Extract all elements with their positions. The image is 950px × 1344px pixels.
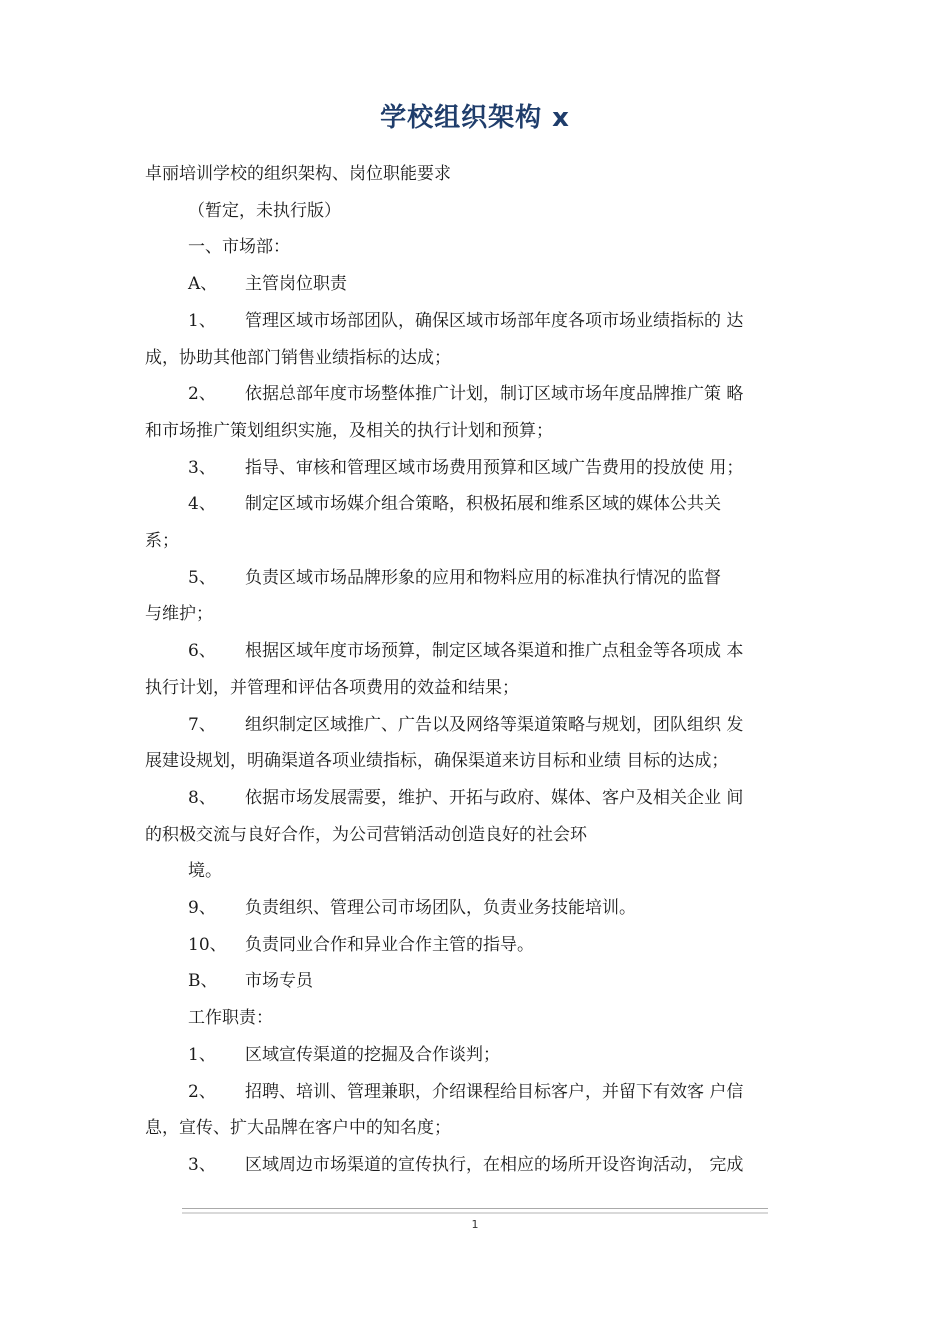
list-item: 3、 区域周边市场渠道的宣传执行，在相应的场所开设咨询活动， 完成 (188, 1154, 744, 1175)
list-item: 3、 指导、审核和管理区域市场费用预算和区域广告费用的投放使 用； (188, 457, 744, 478)
body-line: 工作职责： (188, 1008, 273, 1029)
page-number: 1 (471, 1218, 479, 1231)
document-title: 学校组织架构 x (380, 103, 570, 133)
list-item-continuation: 的积极交流与良好合作，为公司营销活动创造良好的社会环 (145, 824, 587, 845)
list-item: 6、 根据区域年度市场预算，制定区域各渠道和推广点租金等各项成 本 (188, 641, 744, 662)
list-item: 2、 依据总部年度市场整体推广计划，制订区域市场年度品牌推广策 略 (188, 384, 744, 405)
list-item: 2、 招聘、培训、管理兼职，介绍课程给目标客户，并留下有效客 户信 (188, 1081, 744, 1102)
body-line: 卓丽培训学校的组织架构、岗位职能要求 (145, 164, 451, 184)
list-item: 9、 负责组织、管理公司市场团队，负责业务技能培训。 (188, 898, 636, 919)
list-item: 1、 区域宣传渠道的挖掘及合作谈判； (188, 1044, 500, 1065)
subsection-heading: A、 主管岗位职责 (188, 274, 347, 295)
list-item: 8、 依据市场发展需要，维护、开拓与政府、媒体、客户及相关企业 间 (188, 787, 744, 808)
document-body (145, 156, 810, 1184)
list-item-continuation: 执行计划，并管理和评估各项费用的效益和结果； (145, 677, 519, 698)
list-item-continuation: 和市场推广策划组织实施，及相关的执行计划和预算； (145, 420, 553, 441)
list-item: 4、 制定区域市场媒介组合策略，积极拓展和维系区域的媒体公共关 (188, 494, 721, 515)
list-item: 5、 负责区域市场品牌形象的应用和物料应用的标准执行情况的监督 (188, 567, 721, 588)
list-item-continuation: 息，宣传、扩大品牌在客户中的知名度； (145, 1118, 451, 1139)
subsection-heading: B、 市场专员 (188, 971, 313, 992)
list-item: 10、 负责同业合作和异业合作主管的指导。 (188, 934, 534, 955)
list-item-continuation: 成，协助其他部门销售业绩指标的达成； (145, 347, 451, 368)
body-line: （暂定，未执行版） (188, 200, 341, 221)
list-item-continuation: 与维护； (145, 604, 213, 625)
section-heading: 一、市场部： (188, 237, 290, 258)
list-item: 1、 管理区域市场部团队，确保区域市场部年度各项市场业绩指标的 达 (188, 310, 744, 331)
list-item-continuation: 展建设规划，明确渠道各项业绩指标，确保渠道来访目标和业绩 目标的达成； (145, 751, 729, 772)
list-item: 7、 组织制定区域推广、广告以及网络等渠道策略与规划，团队组织 发 (188, 714, 744, 735)
footer-divider (182, 1208, 768, 1214)
list-item-continuation: 境。 (188, 861, 222, 882)
list-item-continuation: 系； (145, 531, 179, 552)
